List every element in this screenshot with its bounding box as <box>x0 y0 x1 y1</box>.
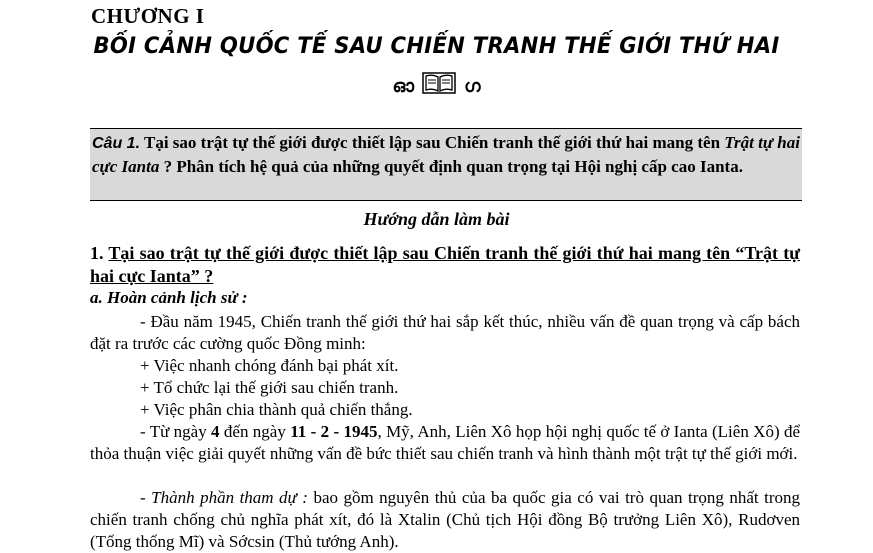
p2-c: đến ngày <box>219 422 291 441</box>
question-part1: Tại sao trật tự thế giới được thiết lập sau Chiến tranh thế giới thứ hai mang tên <box>140 133 725 152</box>
p2-start-day: 4 <box>211 422 220 441</box>
p2-e: , Mỹ, Anh, Liên Xô họp hội nghị quốc tế ở Ianta (Liên Xô) để thỏa thuận việc giải quyết những vấn đề bức thiết sau chiến tranh và hình thành một trật tự thế giới mới. <box>90 422 800 463</box>
ornament-right: ഗ <box>464 75 481 96</box>
p2-end-date: 11 - 2 - 1945 <box>290 422 378 441</box>
ornament <box>0 72 873 100</box>
chapter-label: CHƯƠNG I <box>91 4 205 28</box>
p3-label: - Thành phần tham dự : <box>140 488 308 507</box>
bullet-1: + Việc nhanh chóng đánh bại phát xít. <box>140 356 399 375</box>
sub-heading-a: a. Hoàn cảnh lịch sử : <box>90 288 248 307</box>
bullet-3: + Việc phân chia thành quả chiến thắng. <box>140 400 413 419</box>
question-italic: Trật tự hai cực Ianta <box>92 133 800 176</box>
section-1-number: 1. <box>90 243 109 263</box>
chapter-title: BỐI CẢNH QUỐC TẾ SAU CHIẾN TRANH THẾ GIỚI THỨ HAI <box>93 34 780 59</box>
guide-title: Hướng dẫn làm bài <box>363 209 510 229</box>
ornament-left: ഓ <box>392 75 415 96</box>
p2-a: - Từ ngày <box>140 422 212 441</box>
p3-text: bao gồm nguyên thủ của ba quốc gia có vai trò quan trọng nhất trong chiến tranh chống chủ nghĩa phát xít, đó là Xtalin (Chủ tịch Hội đồng Bộ trưởng Liên Xô), Rudơven (Tổng thống Mĩ) và Sớcsin (Thủ tướng Anh). <box>90 488 800 551</box>
bullet-2: + Tổ chức lại thế giới sau chiến tranh. <box>140 378 399 397</box>
question-text <box>92 131 800 178</box>
section-1-heading <box>90 242 800 288</box>
paragraph-1: - Đầu năm 1945, Chiến tranh thế giới thứ hai sắp kết thúc, nhiều vấn đề quan trọng và cấp bách đặt ra trước các cường quốc Đồng minh: <box>90 312 800 353</box>
open-book-icon <box>422 72 456 100</box>
paragraph-3 <box>90 487 800 553</box>
section-1-text: Tại sao trật tự thế giới được thiết lập sau Chiến tranh thế giới thứ hai mang tên “Trật tự hai cực Ianta” ? <box>90 243 800 286</box>
question-label: Câu 1. <box>92 135 141 152</box>
question-part2: ? Phân tích hệ quả của những quyết định quan trọng tại Hội nghị cấp cao Ianta. <box>159 157 743 176</box>
paragraph-2 <box>90 421 800 465</box>
